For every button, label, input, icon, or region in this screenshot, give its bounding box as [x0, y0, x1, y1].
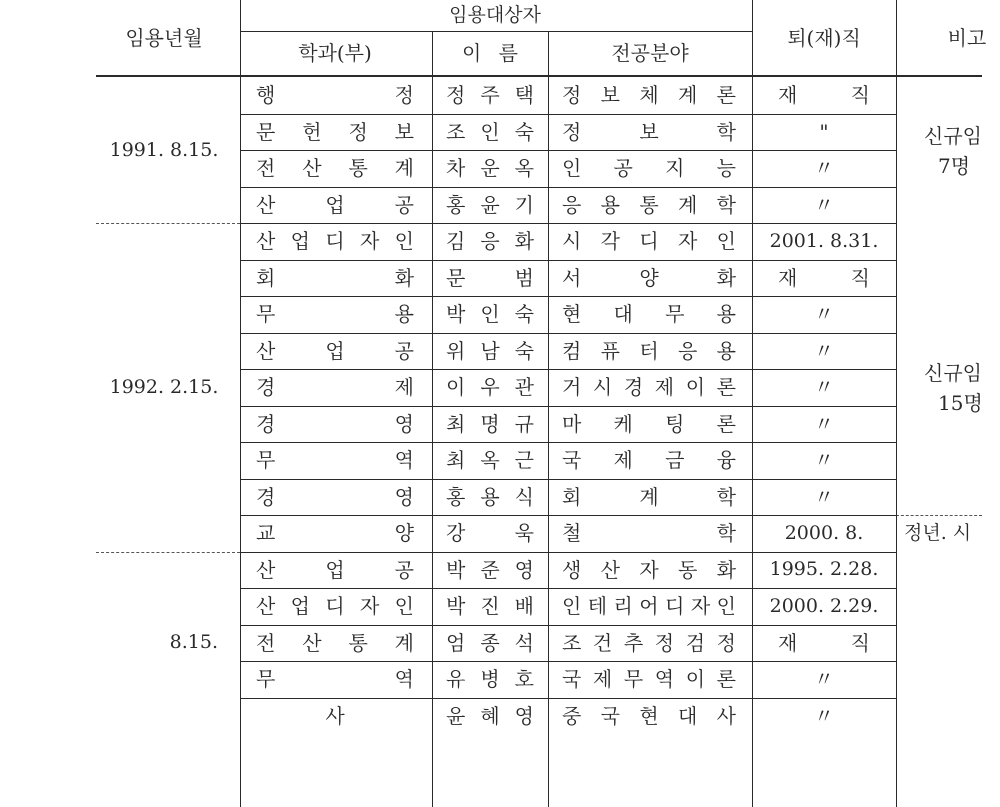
- cell-dept: 산 업 디 자 인: [256, 229, 414, 254]
- cell-field: 정 보 체 계 론: [562, 83, 736, 108]
- cell-note: 신규임: [924, 124, 982, 148]
- cell-name: 정 주 택: [446, 83, 534, 108]
- cell-dept: 산 업 공: [256, 557, 414, 582]
- cell-field: 인 공 지 능: [562, 156, 736, 181]
- cell-dept: 사: [325, 703, 345, 728]
- cell-name: 유 병 호: [446, 667, 534, 692]
- cell-field: 중 국 현 대 사: [562, 703, 736, 728]
- cell-field: 컴 퓨 터 응 용: [562, 338, 736, 363]
- cell-field: 국 제 무 역 이 론: [562, 667, 736, 692]
- cell-dept: 무 역: [256, 448, 414, 473]
- cell-dept: 무 용: [256, 302, 414, 327]
- cell-name: 박 진 배: [446, 594, 534, 619]
- column-divider: [896, 75, 897, 807]
- cell-note: 정년. 시: [904, 521, 972, 544]
- cell-name: 문 범: [446, 265, 534, 290]
- cell-dept: 회 화: [256, 265, 414, 290]
- cell-note: 신규임: [924, 361, 982, 386]
- cell-status: 2000. 2.29.: [769, 594, 879, 617]
- cell-status: 〃: [814, 338, 834, 363]
- cell-dept: 전 산 통 계: [256, 156, 414, 181]
- cell-status: 〃: [814, 375, 834, 400]
- cell-name: 김 응 화: [446, 229, 534, 254]
- cell-date: 1992. 2.15.: [109, 375, 219, 398]
- cell-dept: 행 정: [256, 83, 414, 108]
- cell-dept: 산 업 공: [256, 338, 414, 363]
- cell-dept: 무 역: [256, 667, 414, 692]
- header-note: 비고: [947, 25, 987, 50]
- cell-field: 정 보 학: [562, 119, 736, 144]
- cell-name: 엄 종 석: [446, 630, 534, 655]
- cell-status: 1995. 2.28.: [769, 558, 879, 581]
- cell-name: 홍 윤 기: [446, 192, 534, 217]
- cell-field: 응 용 통 계 학: [562, 192, 736, 217]
- cell-name: 최 명 규: [446, 411, 534, 436]
- cell-dept: 산 업 디 자 인: [256, 594, 414, 619]
- header-date: 임용년월: [125, 25, 203, 50]
- header-target-group: 임용대상자: [449, 4, 541, 26]
- header-name: 이 름: [462, 41, 518, 65]
- cell-field: 철 학: [562, 521, 736, 546]
- cell-field: 현 대 무 용: [562, 302, 736, 327]
- cell-name: 박 준 영: [446, 557, 534, 582]
- cell-date: 1991. 8.15.: [109, 138, 219, 161]
- cell-status: 재 직: [778, 83, 870, 108]
- cell-dept: 경 영: [256, 484, 414, 509]
- cell-status: 〃: [814, 411, 834, 436]
- cell-name: 윤 혜 영: [446, 703, 534, 728]
- cell-field: 마 케 팅 론: [562, 411, 736, 436]
- cell-status: 재 직: [778, 265, 870, 290]
- cell-status: 〃: [814, 192, 834, 217]
- cell-dept: 교 양: [256, 521, 414, 546]
- cell-note: 15명: [938, 391, 983, 416]
- cell-status: ": [819, 119, 829, 144]
- cell-dept: 경 영: [256, 411, 414, 436]
- cell-name: 조 인 숙: [446, 119, 534, 144]
- header-dept: 학과(부): [298, 41, 372, 65]
- cell-name: 이 우 관: [446, 375, 534, 400]
- cell-dept: 경 제: [256, 375, 414, 400]
- cell-field: 회 계 학: [562, 484, 736, 509]
- cell-field: 서 양 화: [562, 265, 736, 290]
- cell-name: 홍 용 식: [446, 484, 534, 509]
- cell-field: 거 시 경 제 이 론: [562, 375, 736, 400]
- cell-field: 시 각 디 자 인: [562, 229, 736, 254]
- cell-status: 〃: [814, 703, 834, 728]
- cell-dept: 산 업 공: [256, 192, 414, 217]
- header-field: 전공분야: [611, 41, 689, 65]
- cell-name: 위 남 숙: [446, 338, 534, 363]
- cell-name: 최 옥 근: [446, 448, 534, 473]
- cell-status: 〃: [814, 448, 834, 473]
- cell-status: 재 직: [778, 630, 870, 655]
- cell-field: 조 건 추 정 검 정: [562, 630, 736, 655]
- cell-note: 7명: [938, 154, 971, 178]
- cell-dept: 전 산 통 계: [256, 630, 414, 655]
- cell-dept: 문 헌 정 보: [256, 119, 414, 144]
- cell-name: 강 욱: [446, 521, 534, 546]
- cell-name: 박 인 숙: [446, 302, 534, 327]
- cell-field: 생 산 자 동 화: [562, 557, 736, 582]
- cell-date: 8.15.: [169, 631, 218, 654]
- cell-field: 국 제 금 융: [562, 448, 736, 473]
- cell-status: 2000. 8.: [784, 521, 864, 544]
- cell-field: 인 테 리 어 디 자 인: [562, 594, 736, 619]
- cell-status: 〃: [814, 667, 834, 692]
- cell-name: 차 운 옥: [446, 156, 534, 181]
- header-status: 퇴(재)직: [787, 25, 861, 50]
- cell-status: 〃: [814, 302, 834, 327]
- cell-status: 〃: [814, 156, 834, 181]
- cell-status: 2001. 8.31.: [769, 229, 879, 252]
- cell-status: 〃: [814, 484, 834, 509]
